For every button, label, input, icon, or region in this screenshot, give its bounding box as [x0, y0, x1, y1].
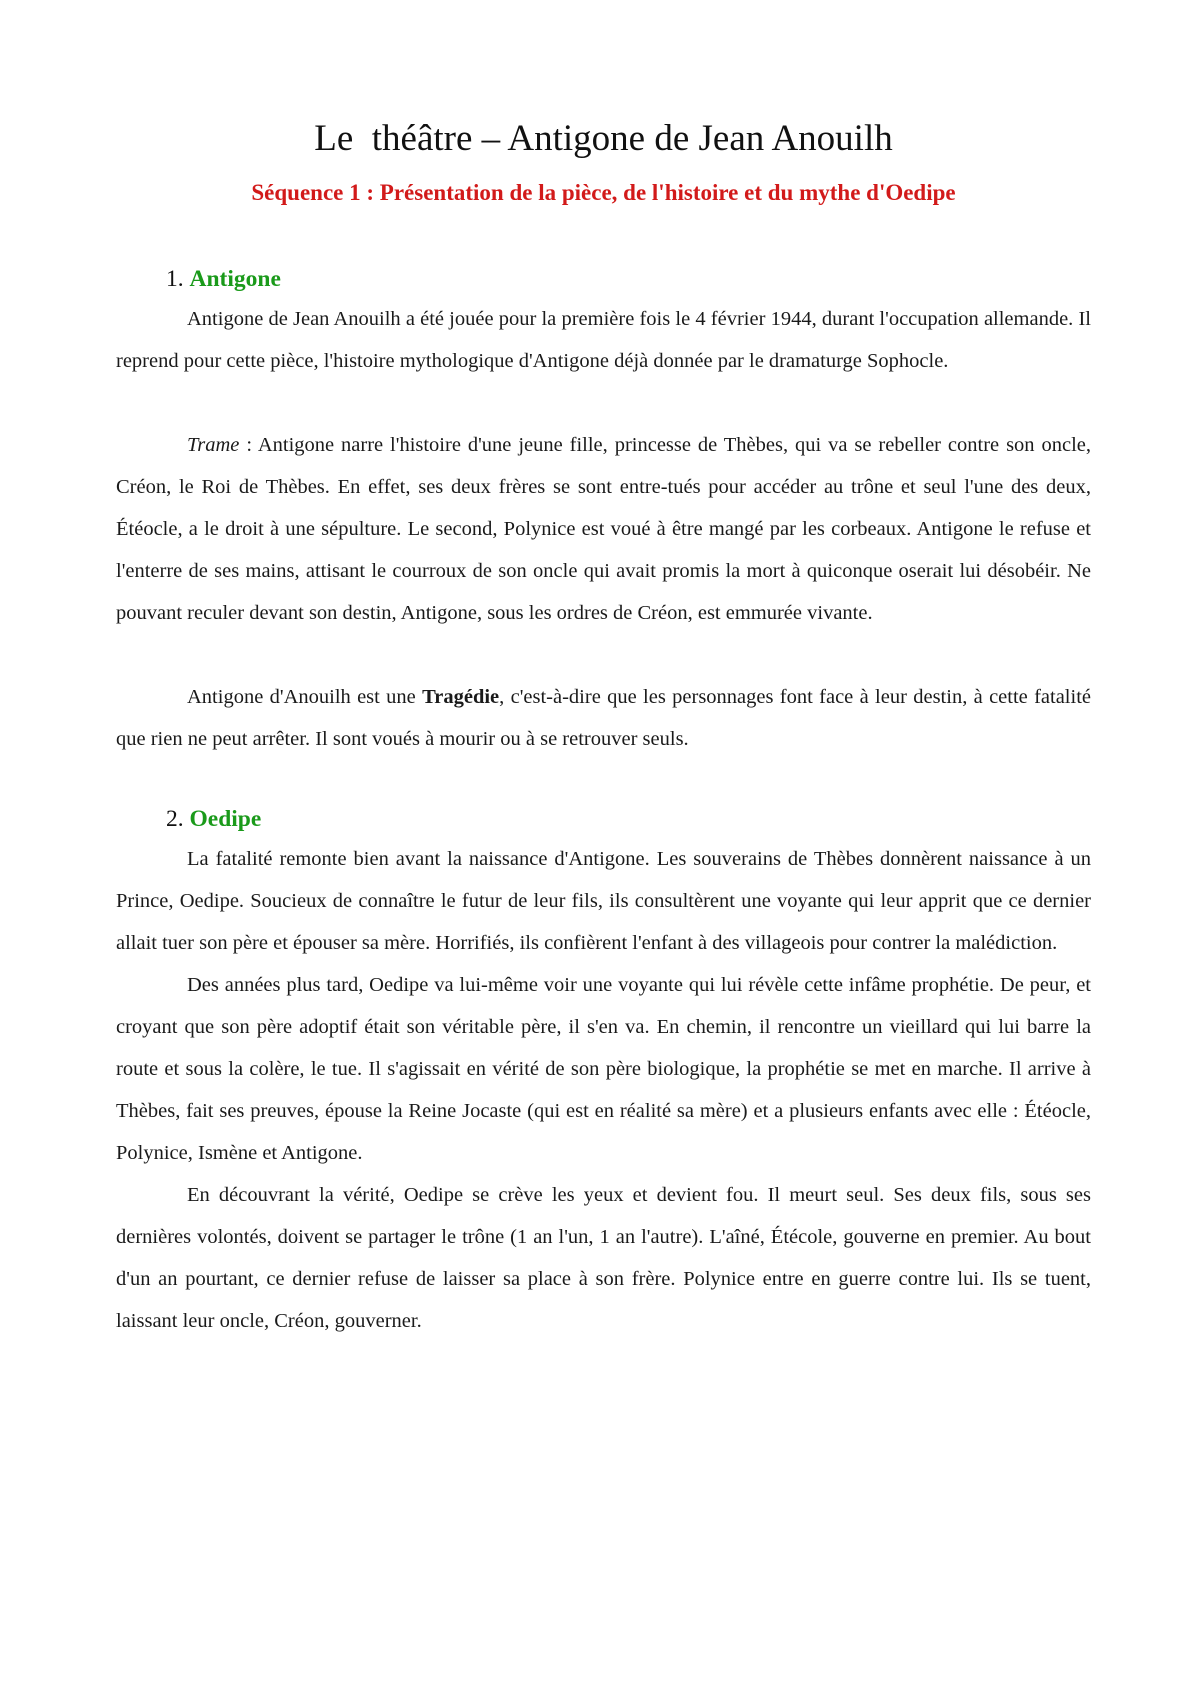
section-heading-oedipe: [166, 802, 1091, 836]
section-oedipe: [116, 802, 1091, 1342]
section-number: 1.: [166, 266, 190, 292]
section-antigone: [116, 262, 1091, 760]
document-title: Le théâtre – Antigone de Jean Anouilh: [314, 118, 893, 159]
tragedie-before: Antigone d'Anouilh est une: [187, 686, 423, 708]
trame-text: : Antigone narre l'histoire d'une jeune fille, princesse de Thèbes, qui va se rebeller contre son oncle, Créon, le Roi de Thèbes. En effet, ses deux frères se sont entre-tués pour accéder au trône et seul l'une des deux, Étéocle, a le droit à une sépulture. Le second, Polynice est voué à être mangé par les corbeaux. Antigone le refuse et l'enterre de ses mains, attisant le courroux de son oncle qui avait promis la mort à quiconque oserait lui désobéir. Ne pouvant reculer devant son destin, Antigone, sous les ordres de Créon, est emmurée vivante.: [116, 434, 1091, 624]
document-page: [116, 112, 1091, 1342]
document-subtitle: Séquence 1 : Présentation de la pièce, de l'histoire et du mythe d'Oedipe: [251, 180, 956, 205]
section-heading-antigone: [166, 262, 1091, 296]
paragraph-naissance: La fatalité remonte bien avant la naissance d'Antigone. Les souverains de Thèbes donnèrent naissance à un Prince, Oedipe. Soucieux de connaître le futur de leur fils, ils consultèrent une voyante qui leur apprit que ce dernier allait tuer son père et épouser sa mère. Horrifiés, ils confièrent l'enfant à des villageois pour contrer la malédiction.: [116, 848, 1091, 954]
tragedie-term: Tragédie: [422, 686, 500, 708]
paragraph-prophetie: Des années plus tard, Oedipe va lui-même voir une voyante qui lui révèle cette infâme prophétie. De peur, et croyant que son père adoptif était son véritable père, il s'en va. En chemin, il rencontre un vieillard qui lui barre la route et sous la colère, le tue. Il s'agissait en vérité de son père biologique, la prophétie se met en marche. Il arrive à Thèbes, fait ses preuves, épouse la Reine Jocaste (qui est en réalité sa mère) et a plusieurs enfants avec elle : Étéocle, Polynice, Ismène et Antigone.: [116, 974, 1091, 1164]
trame-label: Trame: [187, 434, 240, 456]
paragraph-premiere: Antigone de Jean Anouilh a été jouée pour la première fois le 4 février 1944, durant l'occupation allemande. Il reprend pour cette pièce, l'histoire mythologique d'Antigone déjà donnée par le dramaturge Sophocle.: [116, 308, 1091, 372]
paragraph-verite: En découvrant la vérité, Oedipe se crève les yeux et devient fou. Il meurt seul. Ses deux fils, sous ses dernières volontés, doivent se partager le trône (1 an l'un, 1 an l'autre). L'aîné, Étécole, gouverne en premier. Au bout d'un an pourtant, ce dernier refuse de laisser sa place à son frère. Polynice entre en guerre contre lui. Ils se tuent, laissant leur oncle, Créon, gouverner.: [116, 1184, 1091, 1332]
section-title: Antigone: [189, 266, 281, 292]
paragraph-trame: [116, 424, 1091, 634]
tragedie-after: , c'est-à-dire que les personnages font face à leur destin, à cette fatalité que rien ne peut arrêter. Il sont voués à mourir ou à se retrouver seuls.: [116, 686, 1091, 750]
section-number: 2.: [166, 806, 190, 832]
paragraph-tragedie: [116, 676, 1091, 760]
section-title: Oedipe: [189, 806, 262, 832]
